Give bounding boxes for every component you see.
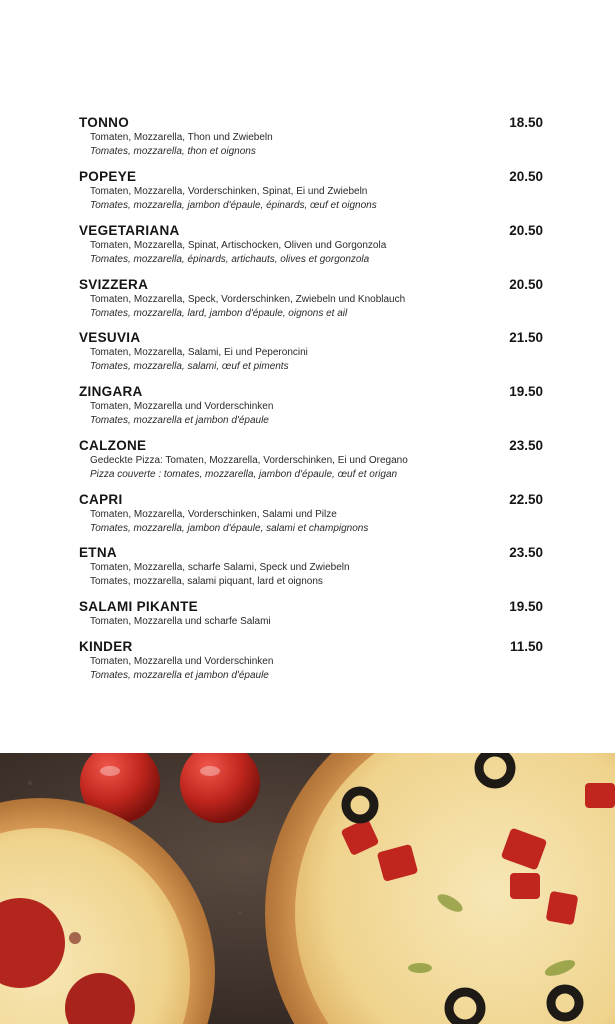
item-description-de: Tomaten, Mozzarella, scharfe Salami, Speck und Zwiebeln (90, 562, 350, 573)
item-description-de: Gedeckte Pizza: Tomaten, Mozzarella, Vorderschinken, Ei und Oregano (90, 455, 408, 466)
item-name: CALZONE (79, 438, 147, 453)
item-description-de: Tomaten, Mozzarella, Salami, Ei und Peperoncini (90, 347, 308, 358)
item-description-de: Tomaten, Mozzarella und scharfe Salami (90, 616, 271, 627)
item-description-fr: Tomates, mozzarella, jambon d'épaule, épinards, œuf et oignons (90, 199, 377, 211)
item-price: 19.50 (509, 384, 543, 399)
item-price: 20.50 (509, 223, 543, 238)
item-description-fr: Tomates, mozzarella, lard, jambon d'épaule, oignons et ail (90, 307, 348, 319)
item-description-fr: Tomates, mozzarella, salami piquant, lard et oignons (90, 575, 323, 587)
item-description-de: Tomaten, Mozzarella, Vorderschinken, Spinat, Ei und Zwiebeln (90, 186, 368, 197)
item-price: 20.50 (509, 169, 543, 184)
item-name: KINDER (79, 639, 133, 654)
item-name: ETNA (79, 545, 117, 560)
item-name: ZINGARA (79, 384, 143, 399)
item-name: SALAMI PIKANTE (79, 599, 198, 614)
item-description-fr: Tomates, mozzarella, thon et oignons (90, 145, 256, 157)
item-name: POPEYE (79, 169, 137, 184)
item-description-de: Tomaten, Mozzarella, Spinat, Artischocken, Oliven und Gorgonzola (90, 240, 387, 251)
item-price: 23.50 (509, 545, 543, 560)
item-description-fr: Tomates, mozzarella, jambon d'épaule, salami et champignons (90, 522, 369, 534)
item-description-de: Tomaten, Mozzarella, Vorderschinken, Salami und Pilze (90, 509, 337, 520)
item-name: VESUVIA (79, 330, 141, 345)
item-price: 22.50 (509, 492, 543, 507)
item-description-fr: Pizza couverte : tomates, mozzarella, jambon d'épaule, œuf et origan (90, 468, 398, 480)
item-price: 11.50 (509, 639, 543, 654)
item-name: CAPRI (79, 492, 123, 507)
item-description-de: Tomaten, Mozzarella, Speck, Vorderschinken, Zwiebeln und Knoblauch (90, 294, 406, 305)
item-description-de: Tomaten, Mozzarella, Thon und Zwiebeln (90, 132, 273, 143)
item-name: VEGETARIANA (79, 223, 180, 238)
item-description-de: Tomaten, Mozzarella und Vorderschinken (90, 656, 274, 667)
item-description-fr: Tomates, mozzarella et jambon d'épaule (90, 669, 269, 681)
item-price: 20.50 (509, 277, 543, 292)
item-price: 19.50 (509, 599, 543, 614)
item-description-fr: Tomates, mozzarella, salami, œuf et piments (90, 360, 289, 372)
item-name: SVIZZERA (79, 277, 149, 292)
item-price: 21.50 (509, 330, 543, 345)
item-description-fr: Tomates, mozzarella et jambon d'épaule (90, 414, 269, 426)
pizza-photo (0, 753, 615, 1024)
item-name: TONNO (79, 115, 130, 130)
item-price: 18.50 (509, 115, 543, 130)
item-description-fr: Tomates, mozzarella, épinards, artichauts, olives et gorgonzola (90, 253, 370, 265)
item-description-de: Tomaten, Mozzarella und Vorderschinken (90, 401, 274, 412)
pizza-photo-illustration (0, 753, 615, 1024)
item-price: 23.50 (509, 438, 543, 453)
